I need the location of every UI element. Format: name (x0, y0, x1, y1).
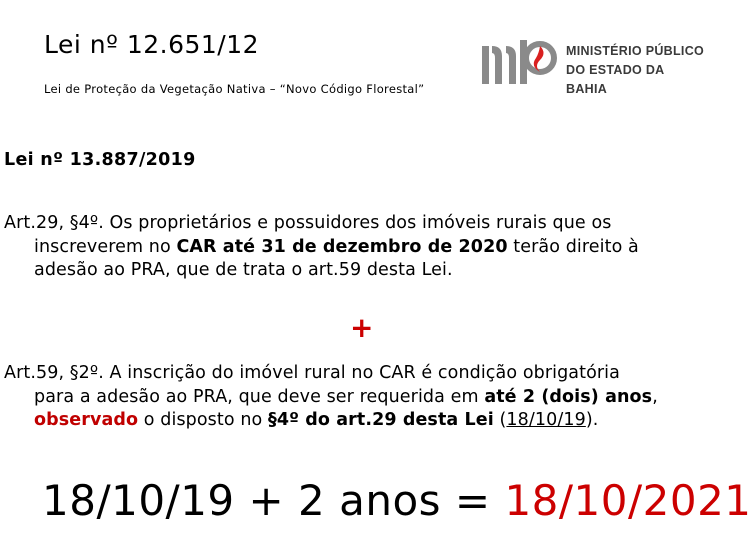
logo-text (566, 42, 705, 99)
art59-line-3 (4, 409, 706, 433)
art59-line-3-text-d: ( (493, 410, 507, 430)
pra-deadline: até 2 (dois) anos (484, 386, 653, 407)
page-title: Lei nº 12.651/12 (44, 30, 260, 59)
article-29-paragraph (4, 212, 706, 283)
law-date: 18/10/19 (506, 410, 586, 430)
art59-line-2-text-c: , (652, 386, 658, 407)
page-subtitle: Lei de Proteção da Vegetação Nativa – “Novo Código Florestal” (44, 82, 425, 96)
mp-logo-icon (480, 36, 560, 88)
logo-line-2: DO ESTADO DA BAHIA (566, 63, 665, 96)
art29-line-2 (4, 236, 706, 260)
art29-line-2-text-c: terão direito à (507, 236, 639, 257)
formula-expression: 18/10/19 + 2 anos = (42, 476, 505, 525)
art29-reference: §4º do art.29 desta Lei (268, 410, 494, 430)
art59-line-2-text-a: para a adesão ao PRA, que deve ser requerida em (34, 386, 485, 407)
car-deadline: CAR até 31 de dezembro de 2020 (176, 236, 508, 257)
observado-highlight: observado (34, 410, 139, 430)
art59-line-2 (4, 386, 706, 410)
art59-line-1: Art.59, §2º. A inscrição do imóvel rural no CAR é condição obrigatória (4, 363, 620, 383)
formula-result: 18/10/2021 (504, 476, 752, 525)
art29-line-2-text-a: inscreverem no (34, 236, 177, 257)
art29-line-1: Art.29, §4º. Os proprietários e possuidores dos imóveis rurais que os (4, 213, 612, 233)
art59-line-3-text-f: ). (585, 410, 599, 430)
art29-line-3: adesão ao PRA, que de trata o art.59 desta Lei. (34, 260, 453, 280)
law-reference: Lei nº 13.887/2019 (4, 150, 196, 170)
art59-line-3-text-b: o disposto no (138, 410, 268, 430)
article-59-paragraph (4, 362, 706, 433)
plus-sign: + (350, 311, 374, 344)
deadline-formula (42, 476, 752, 525)
logo-line-1: MINISTÉRIO PÚBLICO (566, 44, 705, 58)
mp-bahia-logo (480, 36, 705, 96)
